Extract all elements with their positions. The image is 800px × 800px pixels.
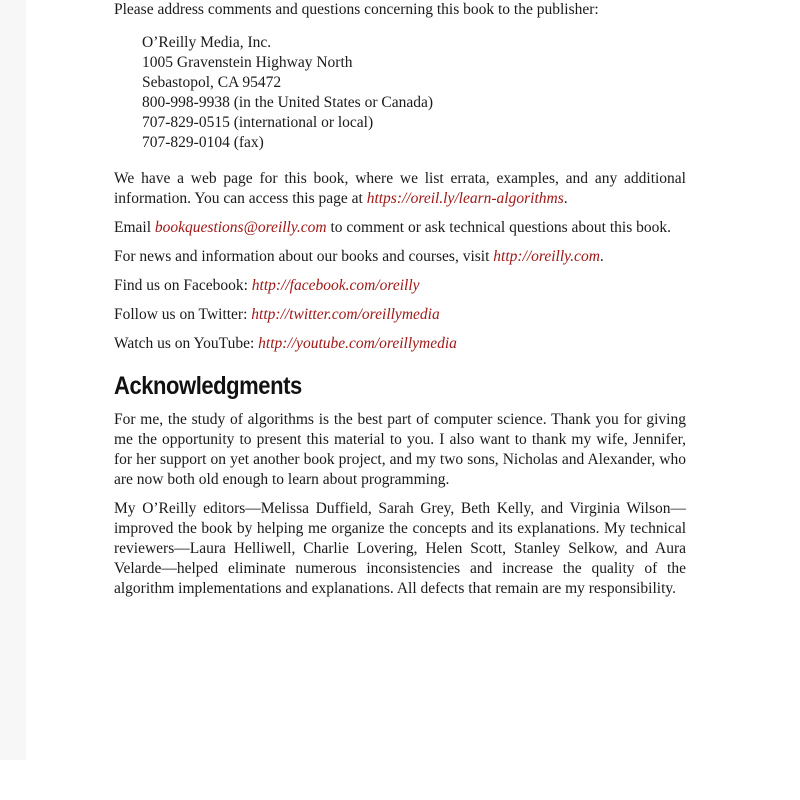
email-text-end: to comment or ask technical questions about this book. [326, 219, 671, 236]
webpage-text: We have a web page for this book, where we list errata, examples, and any additional information. You can access this page at [114, 170, 686, 207]
acknowledgments-paragraph: For me, the study of algorithms is the best part of computer science. Thank you for giving me the opportunity to present this material to you. I also want to thank my wife, Jennifer, for her support on yet another book project, and my two sons, Nicholas and Alexander, who are now both old enough to learn about programming. [114, 411, 686, 488]
news-text-end: . [599, 248, 604, 265]
twitter-paragraph [114, 305, 686, 325]
youtube-paragraph [114, 334, 686, 354]
publisher-address [142, 33, 686, 153]
facebook-text: Find us on Facebook: [114, 277, 252, 294]
youtube-link[interactable]: http://youtube.com/oreillymedia [258, 335, 457, 352]
news-paragraph [114, 247, 686, 267]
acknowledgments-paragraph: My O’Reilly editors—Melissa Duffield, Sarah Grey, Beth Kelly, and Virginia Wilson—improved the book by helping me organize the concepts and its explanations. My technical reviewers—Laura Helliwell, Charlie Lovering, Helen Scott, Stanley Selkow, and Aura Velarde—helped eliminate numerous inconsistencies and increase the quality of the algorithm implementations and explanations. All defects that remain are my responsibility. [114, 500, 686, 597]
address-line: 1005 Gravenstein Highway North [142, 54, 353, 71]
youtube-text: Watch us on YouTube: [114, 335, 259, 352]
webpage-text-end: . [563, 190, 568, 207]
page-edge [0, 0, 26, 760]
news-text: For news and information about our books and courses, visit [114, 248, 494, 265]
contact-intro: Please address comments and questions concerning this book to the publisher: [114, 1, 599, 18]
news-link[interactable]: http://oreilly.com [493, 248, 600, 265]
email-link[interactable]: bookquestions@oreilly.com [154, 219, 327, 236]
address-line: O’Reilly Media, Inc. [142, 34, 272, 51]
email-text: Email [114, 219, 155, 236]
facebook-paragraph [114, 276, 686, 296]
address-line: 800-998-9938 (in the United States or Canada) [142, 94, 433, 111]
twitter-link[interactable]: http://twitter.com/oreillymedia [251, 306, 440, 323]
address-line: 707-829-0515 (international or local) [142, 114, 374, 131]
webpage-link[interactable]: https://oreil.ly/learn-algorithms [366, 190, 564, 207]
acknowledgments-heading: Acknowledgments [114, 372, 302, 400]
address-line: Sebastopol, CA 95472 [142, 74, 282, 91]
acknowledgments-section [114, 410, 686, 599]
address-line: 707-829-0104 (fax) [142, 134, 264, 151]
page-content [114, 0, 686, 608]
webpage-paragraph [114, 169, 686, 209]
twitter-text: Follow us on Twitter: [114, 306, 252, 323]
facebook-link[interactable]: http://facebook.com/oreilly [251, 277, 420, 294]
email-paragraph [114, 218, 686, 238]
